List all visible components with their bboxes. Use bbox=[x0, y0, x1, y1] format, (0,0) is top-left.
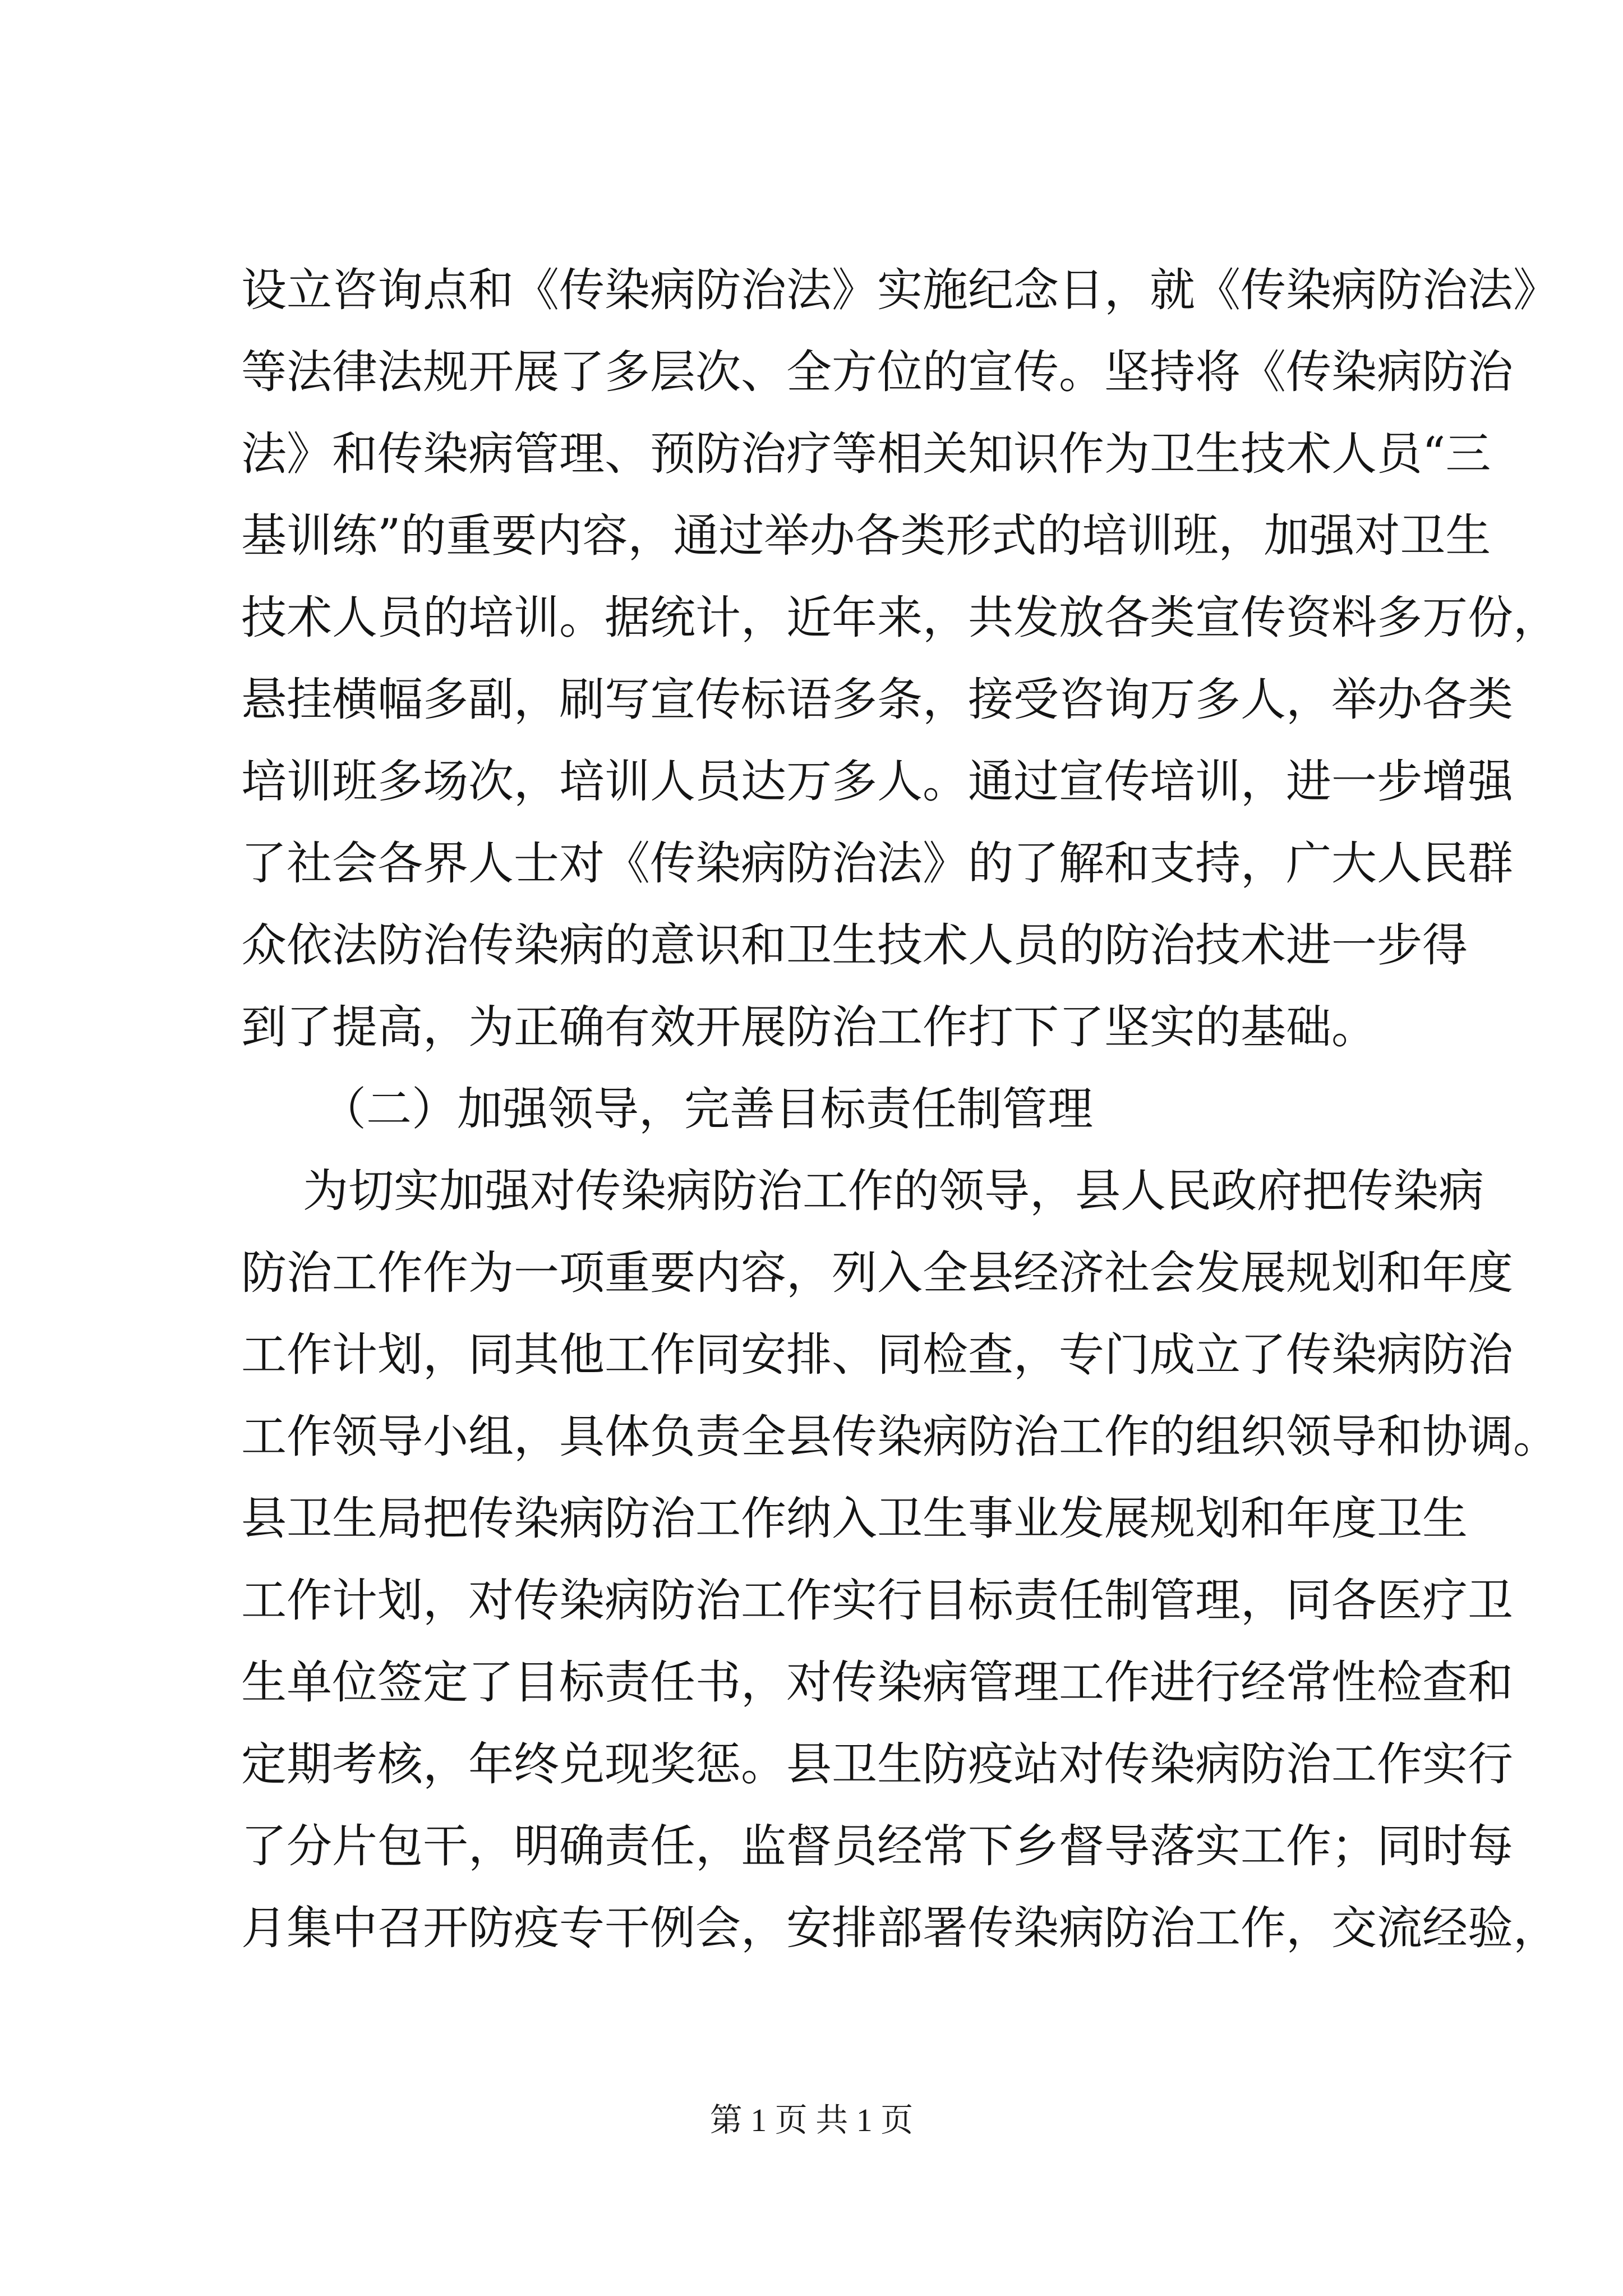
body-line: 定期考核，年终兑现奖惩。县卫生防疫站对传染病防治工作实行 bbox=[241, 1738, 1514, 1791]
body-line: 县卫生局把传染病防治工作纳入卫生事业发展规划和年度卫生 bbox=[241, 1493, 1468, 1545]
body-line: 工作领导小组，具体负责全县传染病防治工作的组织领导和协调。 bbox=[241, 1411, 1559, 1464]
body-line: 众依法防治传染病的意识和卫生技术人员的防治技术进一步得 bbox=[241, 919, 1468, 972]
body-line: 工作计划，对传染病防治工作实行目标责任制管理，同各医疗卫 bbox=[241, 1575, 1514, 1627]
body-line: 悬挂横幅多副，刷写宣传标语多条，接受咨询万多人，举办各类 bbox=[241, 674, 1514, 726]
body-line: 等法律法规开展了多层次、全方位的宣传。坚持将《传染病防治 bbox=[241, 346, 1514, 399]
body-line: 法》和传染病管理、预防治疗等相关知识作为卫生技术人员“三 bbox=[241, 428, 1491, 481]
body-line: 了分片包干，明确责任，监督员经常下乡督导落实工作；同时每 bbox=[241, 1820, 1514, 1873]
body-line: 防治工作作为一项重要内容，列入全县经济社会发展规划和年度 bbox=[241, 1247, 1514, 1300]
body-line: 了社会各界人士对《传染病防治法》的了解和支持，广大人民群 bbox=[241, 838, 1514, 890]
body-line: 工作计划，同其他工作同安排、同检查，专门成立了传染病防治 bbox=[241, 1329, 1514, 1382]
body-line: 技术人员的培训。据统计，近年来，共发放各类宣传资料多万份， bbox=[241, 592, 1559, 645]
page-footer: 第 1 页 共 1 页 bbox=[709, 2102, 914, 2138]
body-line: 培训班多场次，培训人员达万多人。通过宣传培训，进一步增强 bbox=[241, 756, 1514, 808]
body-line: 月集中召开防疫专干例会，安排部署传染病防治工作，交流经验， bbox=[241, 1902, 1559, 1955]
body-line: 为切实加强对传染病防治工作的领导，县人民政府把传染病 bbox=[303, 1165, 1484, 1218]
body-line: 设立咨询点和《传染病防治法》实施纪念日，就《传染病防治法》 bbox=[241, 264, 1559, 317]
body-line: 生单位签定了目标责任书，对传染病管理工作进行经常性检查和 bbox=[241, 1657, 1514, 1709]
body-line: 到了提高，为正确有效开展防治工作打下了坚实的基础。 bbox=[241, 1001, 1377, 1054]
section-heading: （二）加强领导，完善目标责任制管理 bbox=[321, 1083, 1094, 1136]
body-line: 基训练”的重要内容，通过举办各类形式的培训班，加强对卫生 bbox=[241, 510, 1491, 563]
